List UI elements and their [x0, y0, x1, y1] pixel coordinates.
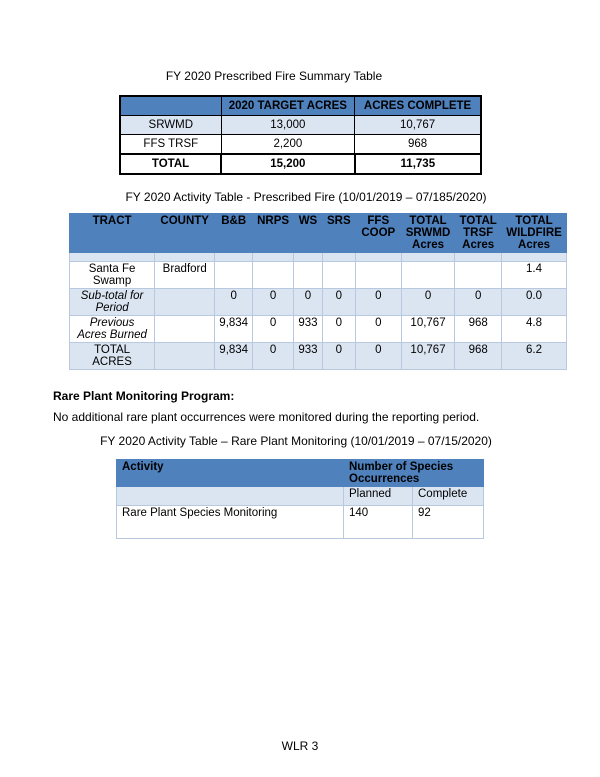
table-cell: 10,767 — [401, 343, 455, 370]
table-cell: 6.2 — [502, 343, 567, 370]
section-paragraph: No additional rare plant occurrences were monitored during the reporting period. — [53, 410, 480, 424]
table-cell: 92 — [413, 506, 484, 539]
table-header-cell: Activity — [117, 460, 344, 487]
table-row — [70, 289, 567, 316]
table-header-cell: B&B — [215, 214, 253, 253]
table-cell: 0 — [401, 289, 455, 316]
summary-table-title: FY 2020 Prescribed Fire Summary Table — [165, 69, 383, 83]
table-cell: 968 — [455, 343, 502, 370]
table-cell: 0 — [322, 316, 355, 343]
table-cell — [155, 316, 215, 343]
table-header-cell: TOTAL TRSF Acres — [455, 214, 502, 253]
table-total-row — [70, 343, 567, 370]
rare-plant-table-title: FY 2020 Activity Table – Rare Plant Monitoring (10/01/2019 – 07/15/2020) — [100, 434, 492, 448]
table-row — [70, 316, 567, 343]
table-cell — [401, 262, 455, 289]
table-row — [70, 262, 567, 289]
table-cell: 9,834 — [215, 316, 253, 343]
table-subheader-cell: Planned — [344, 487, 413, 506]
table-cell — [155, 289, 215, 316]
table-cell: Rare Plant Species Monitoring — [117, 506, 344, 539]
table-cell — [455, 262, 502, 289]
table-cell — [355, 262, 401, 289]
table-cell — [253, 262, 294, 289]
table-header-cell: TOTAL WILDFIRE Acres — [502, 214, 567, 253]
table-cell: TOTAL — [120, 154, 221, 174]
table-subheader-cell: Complete — [413, 487, 484, 506]
table-cell: 0 — [253, 316, 294, 343]
table-cell: Sub-total for Period — [70, 289, 155, 316]
table-cell: Previous Acres Burned — [70, 316, 155, 343]
table-cell: 0 — [322, 289, 355, 316]
table-header-cell: Number of Species Occurrences — [344, 460, 484, 487]
table-cell: 11,735 — [355, 154, 481, 174]
table-cell — [117, 487, 344, 506]
table-cell: 933 — [294, 343, 323, 370]
table-cell: 2,200 — [221, 135, 355, 155]
table-cell: 9,834 — [215, 343, 253, 370]
table-cell: Bradford — [155, 262, 215, 289]
table-cell: SRWMD — [120, 116, 221, 135]
table-cell — [215, 262, 253, 289]
table-cell: 0 — [355, 316, 401, 343]
table-header-cell: FFS COOP — [355, 214, 401, 253]
table-cell: 0 — [215, 289, 253, 316]
table-cell: 13,000 — [221, 116, 355, 135]
table-cell: 968 — [355, 135, 481, 155]
table-cell: 15,200 — [221, 154, 355, 174]
table-cell: 0 — [253, 343, 294, 370]
table-cell — [294, 262, 323, 289]
table-header-cell: WS — [294, 214, 323, 253]
table-header-row — [70, 214, 567, 253]
table-cell: 140 — [344, 506, 413, 539]
summary-table — [119, 95, 482, 175]
table-cell: 0 — [322, 343, 355, 370]
table-cell: 0 — [455, 289, 502, 316]
table-header-row — [120, 96, 481, 116]
table-header-cell: COUNTY — [155, 214, 215, 253]
table-header-row — [117, 460, 484, 487]
table-row — [117, 506, 484, 539]
table-header-cell — [120, 96, 221, 116]
table-cell: 0 — [253, 289, 294, 316]
table-total-row — [120, 154, 481, 174]
table-cell: 10,767 — [401, 316, 455, 343]
table-cell: 0.0 — [502, 289, 567, 316]
page-footer: WLR 3 — [281, 739, 319, 753]
table-cell: 10,767 — [355, 116, 481, 135]
table-cell: 933 — [294, 316, 323, 343]
table-header-cell: ACRES COMPLETE — [355, 96, 481, 116]
table-cell — [322, 262, 355, 289]
table-subheader-row — [117, 487, 484, 506]
section-heading: Rare Plant Monitoring Program: — [53, 389, 235, 403]
table-spacer-row — [70, 253, 567, 262]
prescribed-fire-table — [69, 213, 567, 370]
table-header-cell: TRACT — [70, 214, 155, 253]
table-cell: 0 — [294, 289, 323, 316]
table-cell: 968 — [455, 316, 502, 343]
table-cell: 1.4 — [502, 262, 567, 289]
table-header-cell: SRS — [322, 214, 355, 253]
table-header-cell: NRPS — [253, 214, 294, 253]
table-cell — [155, 343, 215, 370]
table-header-cell: 2020 TARGET ACRES — [221, 96, 355, 116]
table-cell: FFS TRSF — [120, 135, 221, 155]
table-row — [120, 116, 481, 135]
table-header-cell: TOTAL SRWMD Acres — [401, 214, 455, 253]
activity-table-title: FY 2020 Activity Table - Prescribed Fire (10/01/2019 – 07/185/2020) — [125, 190, 487, 204]
table-cell: 4.8 — [502, 316, 567, 343]
table-cell: TOTAL ACRES — [70, 343, 155, 370]
table-cell: 0 — [355, 343, 401, 370]
table-row — [120, 135, 481, 155]
rare-plant-table — [116, 459, 484, 539]
table-cell: 0 — [355, 289, 401, 316]
table-cell: Santa Fe Swamp — [70, 262, 155, 289]
